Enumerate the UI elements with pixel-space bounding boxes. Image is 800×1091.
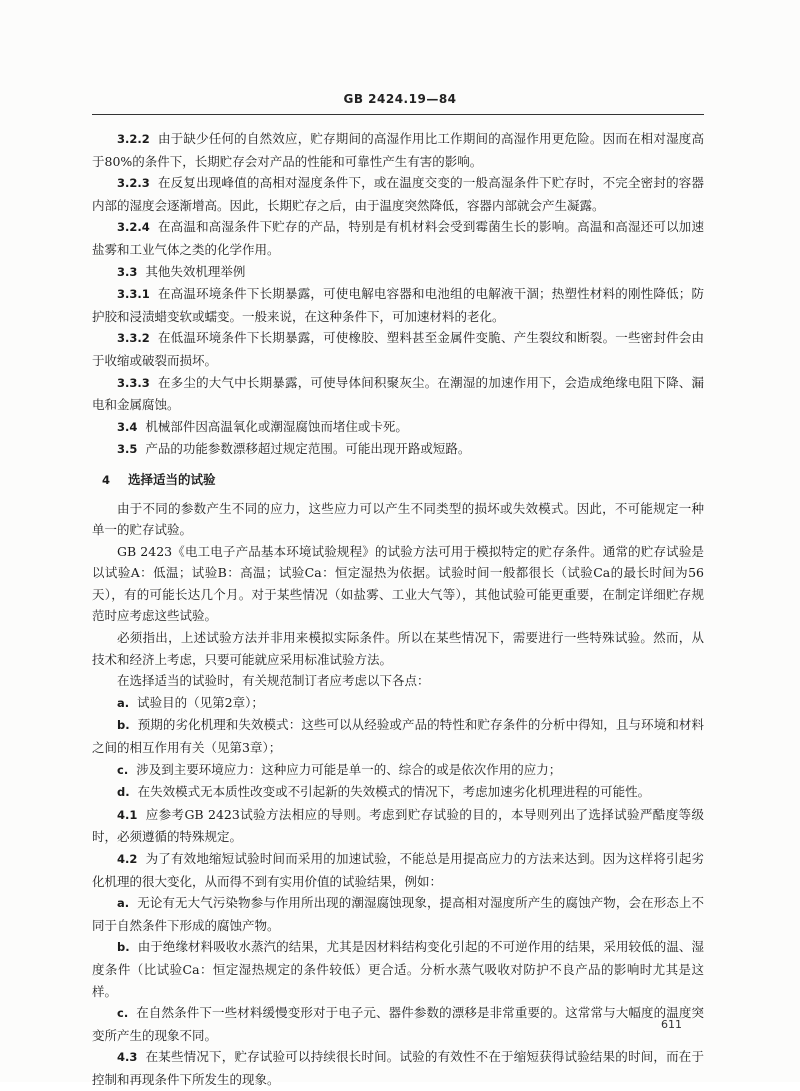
header-rule (92, 114, 704, 115)
clause-4-3: 4.3 在某些情况下，贮存试验可以持续很长时间。试验的有效性不在于缩短获得试验结果的时间，而在于控制和再现条件下所发生的现象。 (92, 1049, 704, 1087)
clause-3-3-3: 3.3.3 在多尘的大气中长期暴露，可使导体间积聚灰尘。在潮湿的加速作用下，会造成绝缘电阻下降、漏电和金属腐蚀。 (92, 374, 704, 413)
list-item: c. 涉及到主要环境应力：这种应力可能是单一的、综合的或是依次作用的应力； (117, 761, 562, 777)
paragraph: GB 2423《电工电子产品基本环境试验规程》的试验方法可用于模拟特定的贮存条件。通常的贮存试验是以试验A：低温；试验B：高温；试验Ca：恒定湿热为依据。试验时间一般都很长（试验Ca的最长时间为56天），有的可能长达几个月。对于某些情况（如盐雾、工业大气等），其他试验可能更重要，在制定详细贮存规范时应考虑这些试验。 (92, 543, 704, 624)
list-item: b. 由于绝缘材料吸收水蒸汽的结果，尤其是因材料结构变化引起的不可逆作用的结果，采用较低的温、湿度条件（比试验Ca：恒定湿热规定的条件较低）更合适。分析水蒸气吸收对防护不良产品的影响时尤其是这样。 (92, 939, 704, 999)
paragraph: 在选择适当的试验时，有关规范制订者应考虑以下各点： (117, 673, 430, 689)
standard-header: GB 2424.19—84 (343, 92, 457, 106)
list-item: a. 无论有无大气污染物参与作用所出现的潮湿腐蚀现象，提高相对湿度所产生的腐蚀产物，会在形态上不同于自然条件下形成的腐蚀产物。 (92, 895, 704, 933)
list-item: d. 在失效模式无本质性改变或不引起新的失效模式的情况下，考虑加速劣化机理进程的可能性。 (117, 784, 651, 800)
section-4-heading: 4 选择适当的试验 (102, 471, 216, 487)
clause-3-3-1: 3.3.1 在高温环境条件下长期暴露，可使电解电容器和电池组的电解液干涸；热塑性材料的刚性降低；防护胶和浸渍蜡变软或蠕变。一般来说，在这种条件下，可加速材料的老化。 (92, 286, 704, 324)
paragraph: 由于不同的参数产生不同的应力，这些应力可以产生不同类型的损坏或失效模式。因此，不可能规定一种单一的贮存试验。 (92, 500, 704, 538)
clause-3-4: 3.4 机械部件因高温氧化或潮湿腐蚀而堵住或卡死。 (117, 418, 408, 434)
clause-3-3-2: 3.3.2 在低温环境条件下长期暴露，可使橡胶、塑料甚至金属件变脆、产生裂纹和断裂。一些密封件会由于收缩或破裂而损坏。 (92, 330, 704, 368)
clause-3-2-3: 3.2.3 在反复出现峰值的高相对湿度条件下，或在温度交变的一般高湿条件下贮存时，不完全密封的容器内部的湿度会逐渐增高。因此，长期贮存之后，由于温度突然降低，容器内部就会产生凝露。 (92, 175, 704, 213)
clause-3-2-4: 3.2.4 在高温和高湿条件下贮存的产品，特别是有机材料会受到霉菌生长的影响。高温和高湿还可以加速盐雾和工业气体之类的化学作用。 (92, 219, 704, 257)
document-body (92, 128, 704, 1091)
paragraph: 必须指出，上述试验方法并非用来模拟实际条件。所以在某些情况下，需要进行一些特殊试验。然而，从技术和经济上考虑，只要可能就应采用标准试验方法。 (92, 630, 704, 667)
list-item: b. 预期的劣化机理和失效模式：这些可以从经验或产品的特性和贮存条件的分析中得知，且与环境和材料之间的相互作用有关（见第3章）； (92, 717, 704, 756)
clause-4-1: 4.1 应参考GB 2423试验方法相应的导则。考虑到贮存试验的目的，本导则列出了选择试验严酷度等级时，必须遵循的特殊规定。 (92, 806, 704, 845)
list-item: c. 在自然条件下一些材料缓慢变形对于电子元、器件参数的漂移是非常重要的。这常常与大幅度的温度突变所产生的现象不同。 (92, 1005, 704, 1043)
clause-3-3: 3.3 其他失效机理举例 (117, 263, 246, 279)
clause-3-5: 3.5 产品的功能参数漂移超过规定范围。可能出现开路或短路。 (117, 441, 471, 457)
page-number: 611 (661, 1018, 682, 1031)
clause-3-2-2: 3.2.2 由于缺少任何的自然效应，贮存期间的高湿作用比工作期间的高湿作用更危险。因而在相对湿度高于80%的条件下，长期贮存会对产品的性能和可靠性产生有害的影响。 (92, 131, 704, 169)
clause-4-2: 4.2 为了有效地缩短试验时间而采用的加速试验，不能总是用提高应力的方法来达到。因为这样将引起劣化机理的很大变化，从而得不到有实用价值的试验结果，例如： (92, 851, 704, 889)
list-item: a. 试验目的（见第2章）； (117, 694, 264, 710)
